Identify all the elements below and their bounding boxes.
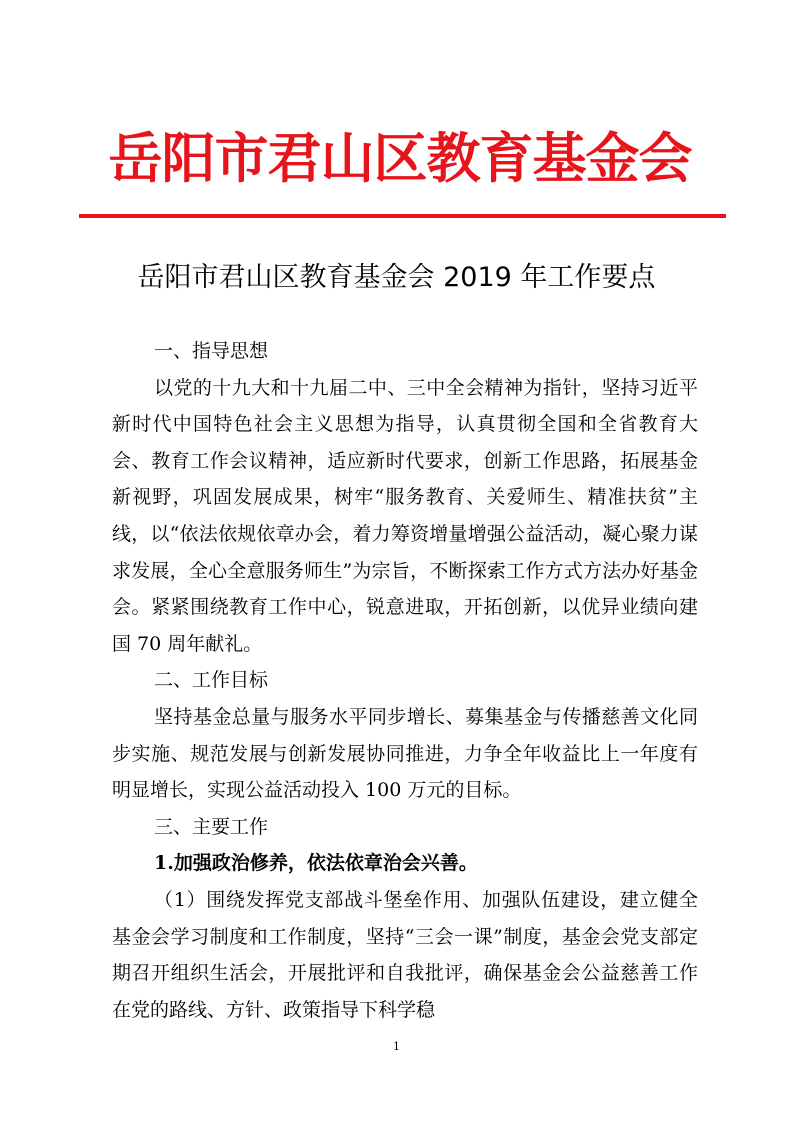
masthead-title: 岳阳市君山区教育基金会 [108, 126, 692, 190]
paragraph-guiding-ideology: 以党的十九大和十九届二中、三中全会精神为指针，坚持习近平新时代中国特色社会主义思想为指导，认真贯彻全国和全省教育大会、教育工作会议精神，适应新时代要求，创新工作思路，拓展基金新视野，巩固发展成果，树牢“服务教育、关爱师生、精准扶贫”主线，以“依法依规依章办会，着力筹资增量增强公益活动，凝心聚力谋求发展，全心全意服务师生”为宗旨，不断探索工作方式方法办好基金会。紧紧围绕教育工作中心，锐意进取，开拓创新，以优异业绩向建国 70 周年献礼。 [112, 376, 698, 655]
paragraph-work-goals: 坚持基金总量与服务水平同步增长、募集基金与传播慈善文化同步实施、规范发展与创新发展协同推进，力争全年收益比上一年度有明显增长，实现公益活动投入 100 万元的目标。 [112, 705, 698, 802]
document-title: 岳阳市君山区教育基金会 2019 年工作要点 [137, 262, 656, 293]
masthead-divider [79, 214, 726, 218]
section-heading-work-goals: 二、工作目标 [154, 669, 269, 692]
page-number: 1 [393, 1040, 400, 1053]
document-body [112, 333, 698, 1028]
subheading-political-cultivation: 1.加强政治修养，依法依章治会兴善。 [154, 852, 478, 875]
paragraph-main-work-item-1: （1）围绕发挥党支部战斗堡垒作用、加强队伍建设，建立健全基金会学习制度和工作制度，坚持“三会一课”制度，基金会党支部定期召开组织生活会，开展批评和自我批评，确保基金会公益慈善工作在党的路线、方针、政策指导下科学稳 [112, 888, 698, 1021]
section-heading-guiding-ideology: 一、指导思想 [154, 340, 269, 362]
section-heading-main-work: 三、主要工作 [154, 815, 269, 838]
